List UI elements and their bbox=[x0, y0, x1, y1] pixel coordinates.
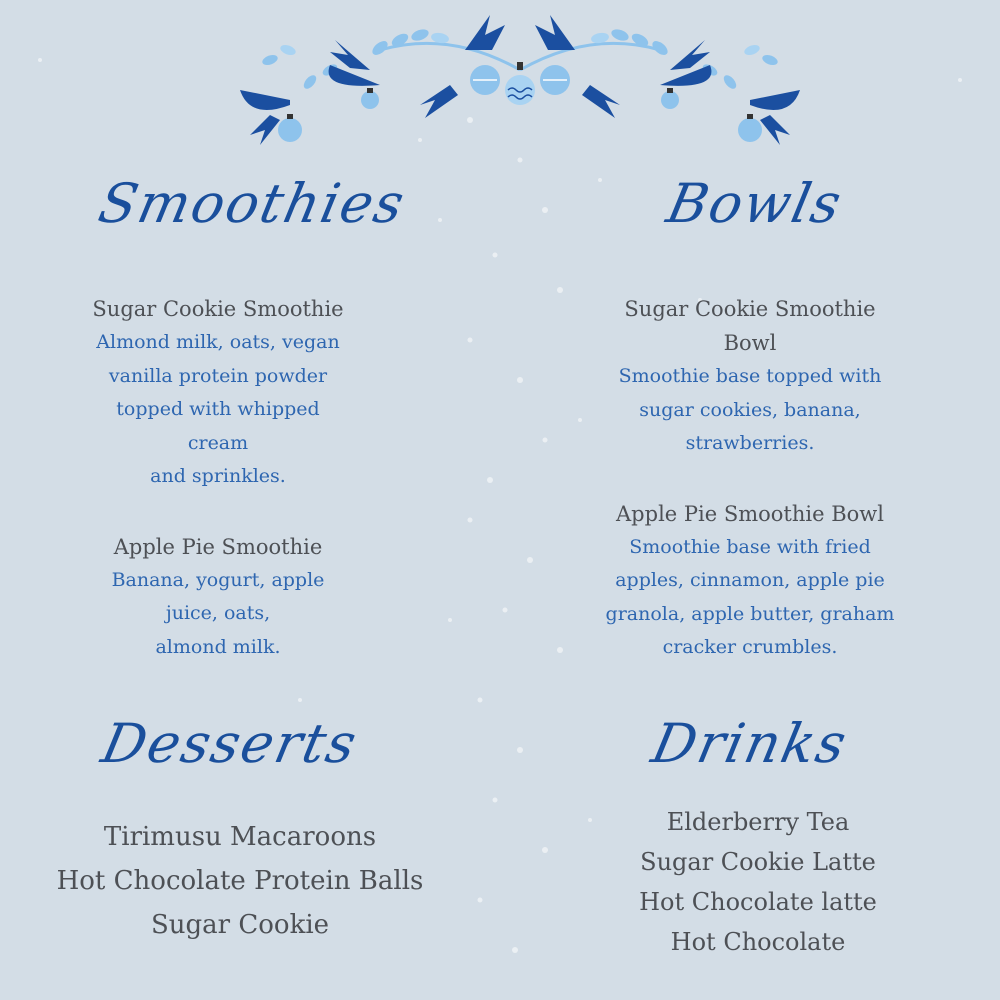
item-desc-line: topped with whipped bbox=[116, 398, 320, 420]
drinks-section bbox=[580, 802, 936, 962]
item-name: Sugar Cookie Smoothie bbox=[624, 297, 876, 321]
item-desc-line: sugar cookies, banana, bbox=[639, 398, 861, 421]
smoothies-section bbox=[60, 292, 376, 664]
item-desc-line: vanilla protein powder bbox=[108, 364, 328, 387]
item-name: Apple Pie Smoothie bbox=[113, 534, 323, 559]
list-item: Sugar Cookie Latte bbox=[640, 848, 876, 876]
drinks-heading: Drinks bbox=[646, 712, 854, 775]
item-desc-line: cream bbox=[187, 431, 249, 454]
item-desc-line: Smoothie base with fried bbox=[629, 535, 871, 558]
item-desc-line: cracker crumbles. bbox=[662, 636, 838, 658]
item-desc-line: and sprinkles. bbox=[150, 465, 286, 487]
list-item: Tirimusu Macaroons bbox=[103, 822, 377, 852]
item-desc-line: Smoothie base topped with bbox=[618, 365, 882, 387]
item-name: Bowl bbox=[723, 331, 777, 355]
desserts-heading: Desserts bbox=[96, 712, 364, 775]
item-desc-line: Almond milk, oats, vegan bbox=[96, 331, 340, 353]
item-desc-line: Banana, yogurt, apple bbox=[111, 568, 325, 591]
holly-garland-icon bbox=[230, 10, 810, 150]
desserts-section bbox=[40, 815, 440, 947]
list-item: Sugar Cookie bbox=[150, 910, 330, 940]
item-desc-line: almond milk. bbox=[155, 635, 281, 658]
list-item: Hot Chocolate bbox=[670, 928, 846, 956]
bowls-heading: Bowls bbox=[661, 172, 849, 235]
smoothies-heading: Smoothies bbox=[93, 172, 412, 235]
list-item: Hot Chocolate latte bbox=[639, 888, 877, 916]
item-desc-line: apples, cinnamon, apple pie bbox=[615, 569, 885, 591]
list-item: Hot Chocolate Protein Balls bbox=[56, 866, 424, 896]
item-name: Sugar Cookie Smoothie bbox=[92, 297, 344, 321]
item-desc-line: juice, oats, bbox=[165, 602, 271, 624]
item-desc-line: strawberries. bbox=[685, 432, 815, 454]
bowls-section bbox=[592, 292, 908, 665]
item-desc-line: granola, apple butter, graham bbox=[605, 602, 895, 625]
item-name: Apple Pie Smoothie Bowl bbox=[616, 501, 884, 526]
list-item: Elderberry Tea bbox=[666, 808, 850, 836]
